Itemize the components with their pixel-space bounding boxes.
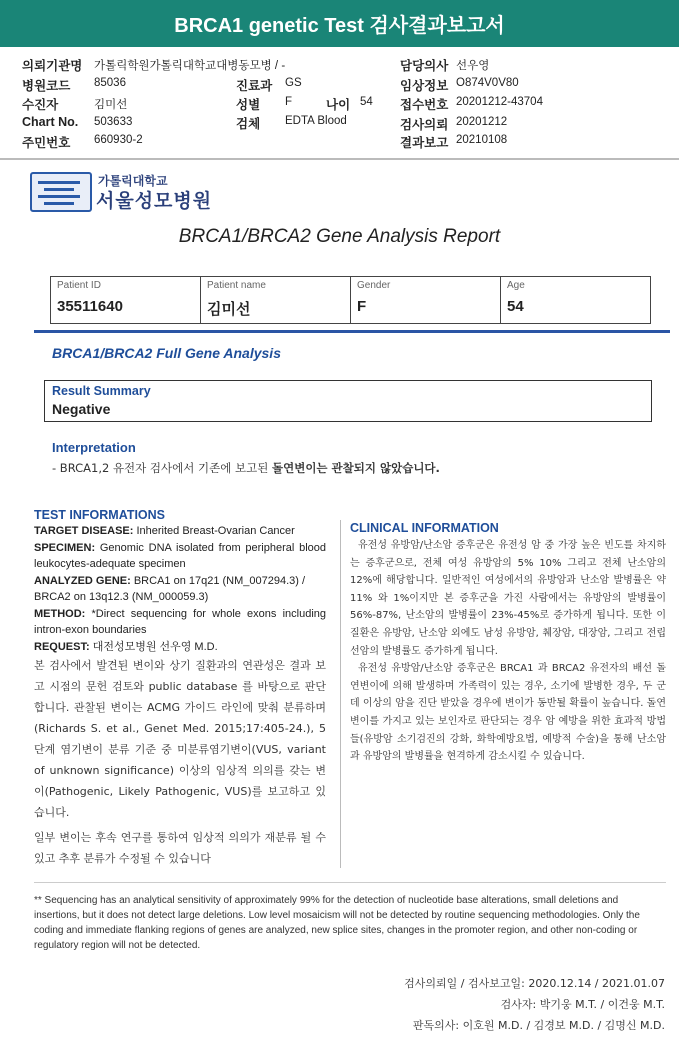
receipt-label: 접수번호 (400, 98, 449, 112)
doctor-label: 담당의사 (400, 59, 449, 73)
request-value: 20201212 (456, 116, 508, 128)
report-label: 결과보고 (400, 136, 449, 150)
patient-value: 김미선 (94, 99, 128, 111)
clinical-paragraph-1: 유전성 유방암/난소암 증후군은 유전성 암 중 가장 높은 빈도를 차지하는 증후군으로, 전체 여성 유방암의 5% 10% 그리고 전체 난소암의 12%에 해당합니다. 일반적인 여성에서의 유방암과 난소암 발병률은 약 11% 와 1%이지만 본 증후군을 가진 사람에서는 유방암의 발병률이 56%-87%, 난소암의 발병률이 23%-45%로 증가하게 됩니다. 또한 이 질환은 유방암, 난소암 외에도 남성 유방암, 췌장암, 대장암, 그리고 전립선암의 발병률도 증가하게 됩니다. (350, 540, 666, 657)
sex-label: 성별 (236, 98, 261, 112)
result-summary-label: Result Summary (52, 384, 151, 398)
sex-value: F (285, 96, 293, 108)
doctor-value: 선우영 (456, 60, 490, 72)
age-box-label: Age (507, 280, 525, 291)
patient-id-value: 35511640 (57, 298, 123, 315)
age-value: 54 (360, 96, 373, 108)
interpretation-title: Interpretation (52, 440, 136, 455)
patient-id-cell (51, 277, 201, 323)
report-title: BRCA1/BRCA2 Gene Analysis Report (178, 226, 501, 247)
patient-id-label: Patient ID (57, 280, 101, 291)
clinical-label: 임상정보 (400, 79, 449, 93)
patient-info-box (50, 276, 651, 324)
specimen-label: 검체 (236, 117, 261, 131)
result-summary-value: Negative (52, 401, 111, 417)
specimen-value: EDTA Blood (285, 115, 347, 127)
clinical-value: O874V0V80 (456, 77, 519, 89)
test-info-title: TEST INFORMATIONS (34, 508, 166, 522)
header-divider (0, 158, 679, 160)
age-box-value: 54 (507, 298, 524, 315)
department-label: 진료과 (236, 79, 273, 93)
hospital-code-label: 병원코드 (22, 79, 71, 93)
signature-doctors: 판독의사: 이호원 M.D. / 김경보 M.D. / 김명신 M.D. (412, 1019, 665, 1032)
clinical-info-section (350, 521, 666, 766)
receipt-value: 20201212-43704 (456, 96, 543, 108)
variant-policy-text: 본 검사에서 발견된 변이와 상기 질환과의 연관성은 결과 보고 시점의 문헌 검토와 public database 를 바탕으로 판단합니다. 관찰된 변이는 ACMG 가이드 라인에 맞춰 분류하며(Richards S. et al., Genet Med. 2015;17:405-24.), 5 단계 염기변이 분류 기준 중 미분류염기변이(VUS, variant of unknown significance) 이상의 임상적 의의를 갖는 변이(Pathogenic, Likely Pathogenic, VUS)를 보고하고 있습니다. (34, 659, 326, 819)
age-cell (501, 277, 650, 323)
logo-hospital-name: 서울성모병원 (96, 190, 213, 212)
test-info-section (34, 508, 326, 655)
page-title: BRCA1 genetic Test 검사결과보고서 (0, 0, 679, 47)
patient-label: 수진자 (22, 98, 59, 112)
footnote: ** Sequencing has an analytical sensitivity of approximately 99% for the detection of nucleotide base alterations, small deletions and insertions, but it does not detect large deletions. Low level mosaicism will not be detected by routine sequencing methodologies. Only the coding and immediate flanking regions of genes are analyzed, new splice sites, changes in the promoter region, and other non-coding or regulatory region will not be detected. (34, 895, 640, 951)
chart-value: 503633 (94, 116, 133, 128)
chart-label: Chart No. (22, 115, 79, 129)
gender-value: F (357, 298, 367, 315)
test-info-body: TARGET DISEASE: Inherited Breast-Ovarian Cancer SPECIMEN: Genomic DNA isolated from peripheral blood leukocytes-adequate specimen ANALYZED GENE: BRCA1 on 17q21 (NM_007294.3) / BRCA2 on 13q12.3 (NM_000059.3) METHOD: *Direct sequencing for whole exons including intron-exon boundaries REQUEST: 대전성모병원 선우영 M.D. (34, 525, 327, 653)
clinical-paragraph-2: 유전성 유방암/난소암 증후군은 BRCA1 과 BRCA2 유전자의 배선 돌연변이에 의해 발생하며 가족력이 있는 경우, 소기에 발병한 경우, 두 군데 이상의 암을 진단 받았을 경우에 변이가 동반될 확률이 높습니다. 돌연변이를 가지고 있는 보인자로 판단되는 경우 암 예방을 위한 효과적 방법들(유방암 소기검진의 강화, 화학예방요법, 예방적 수술)을 통해 난소암과 유방암의 발병률을 현격하게 감소시킬 수 있습니다. (350, 663, 666, 763)
section-rule (34, 330, 670, 333)
hospital-logo-icon (30, 172, 92, 212)
institution-value: 가톨릭학원가톨릭대학교대병동모병 / - (94, 60, 286, 72)
patient-name-label: Patient name (207, 280, 266, 291)
result-summary-box (44, 380, 652, 422)
signature-dates: 검사의뢰일 / 검사보고일: 2020.12.14 / 2021.01.07 (404, 977, 665, 990)
gender-cell (351, 277, 501, 323)
full-gene-title: BRCA1/BRCA2 Full Gene Analysis (52, 345, 281, 361)
institution-label: 의뢰기관명 (22, 59, 83, 73)
logo-university: 가톨릭대학교 (98, 174, 168, 188)
resident-value: 660930-2 (94, 134, 143, 146)
request-label: 검사의뢰 (400, 118, 449, 132)
resident-label: 주민번호 (22, 136, 71, 150)
age-label: 나이 (326, 98, 351, 112)
patient-name-value: 김미선 (207, 301, 251, 318)
reclassification-note: 일부 변이는 후속 연구를 통하여 임상적 의의가 재분류 될 수 있고 추후 분류가 수정될 수 있습니다 (34, 831, 326, 865)
signature-tester: 검사자: 박기웅 M.T. / 이건웅 M.T. (500, 998, 665, 1011)
department-value: GS (285, 77, 302, 89)
column-divider (340, 520, 349, 868)
clinical-info-title: CLINICAL INFORMATION (350, 521, 499, 535)
hospital-code-value: 85036 (94, 77, 126, 89)
gender-label: Gender (357, 280, 391, 291)
footnote-divider (34, 882, 666, 883)
patient-name-cell (201, 277, 351, 323)
interpretation-text: - BRCA1,2 유전자 검사에서 기존에 보고된 돌연변이는 관찰되지 않았습니다. (52, 461, 440, 475)
report-value: 20210108 (456, 134, 508, 146)
